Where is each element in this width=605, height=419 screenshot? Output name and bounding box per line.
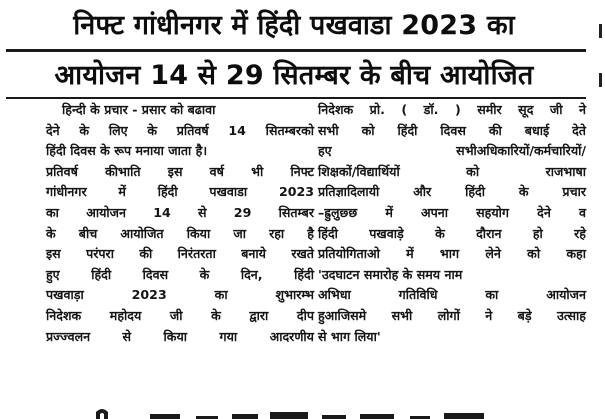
text-line: प्रज्ज्वलन से किया गया आदरणीय <box>46 328 314 344</box>
text-line: हिंदी पखवाड़े के दौरान हो रहे <box>318 225 586 241</box>
text-line: निदेशक प्रो. ( डॉ. ) समीर सूद जी ने <box>318 102 586 117</box>
text-line: प्रतियोगिताओ में भाग लेने को कहा <box>318 246 586 262</box>
cropped-next-headline <box>0 405 605 419</box>
text-line: देने के लिए के प्रतिवर्ष 14 सितम्बरको <box>46 122 314 138</box>
text-line: हिन्दी के प्रचार - प्रसार को बढावा <box>62 102 216 117</box>
text-line: हुआजिसमे सभी लोगों ने बड़े उत्साह <box>318 307 586 323</box>
text-line: पखवाड़ा 2023 का शुभारम्भ <box>46 287 314 303</box>
text-line: निदेशक महोदय जी के द्वारा दीप <box>46 307 314 323</box>
cropped-right-edge <box>595 0 605 419</box>
text-line: का आयोजन 14 से 29 सितम्बर <box>46 204 314 220</box>
text-line: हुए हिंदी दिवस के दिन, हिंदी <box>46 266 314 282</box>
text-line: सभी को हिंदी दिवस की बधाई देते <box>318 122 586 138</box>
headline-divider <box>6 49 586 52</box>
cropped-glyph-fragment-icon <box>597 22 605 40</box>
text-line: –ह्रुलुछ्छ में अपना सहयोग देने व <box>318 204 586 220</box>
headline-line-1: निफ्ट गांधीनगर में हिंदी पखवाडा 2023 का <box>73 10 515 41</box>
text-line: के बीच आयोजित किया जा रहा है <box>46 225 314 241</box>
cropped-glyph-fragment-icon <box>597 70 605 90</box>
column-top-divider <box>6 97 586 99</box>
text-line: हिंदी दिवस के रूप मनाया जाता है। <box>46 143 208 159</box>
article-column-left <box>46 100 314 347</box>
text-line: 'उदघाटन समारोह के समय नाम <box>318 266 463 282</box>
cropped-glyph <box>597 22 605 40</box>
headline-line-2: आयोजन 14 से 29 सितम्बर के बीच आयोजित <box>54 60 534 91</box>
cropped-glyph <box>597 70 605 90</box>
text-line: शिक्षकों/विद्यार्थियों को राजभाषा <box>318 163 586 179</box>
text-line: अभिधा गतिविधि का आयोजन <box>318 287 586 303</box>
cropped-text-fragment-icon <box>0 406 605 419</box>
text-line: प्रतिज्ञादिलायी और हिंदी के प्रचार <box>318 184 586 200</box>
text-line: हए सभीअधिकारियों/कर्मचारियों/ <box>318 143 586 159</box>
text-line: गांधीनगर में हिंदी पखवाडा 2023 <box>46 184 314 200</box>
article-column-right <box>318 100 586 347</box>
text-line: इस परंपरा की निरंतरता बनाये रखते <box>46 246 314 262</box>
text-line: से भाग लिया' <box>318 328 381 344</box>
text-line: प्रतिवर्ष कीभाति इस वर्ष भी निफ्ट <box>46 163 314 179</box>
